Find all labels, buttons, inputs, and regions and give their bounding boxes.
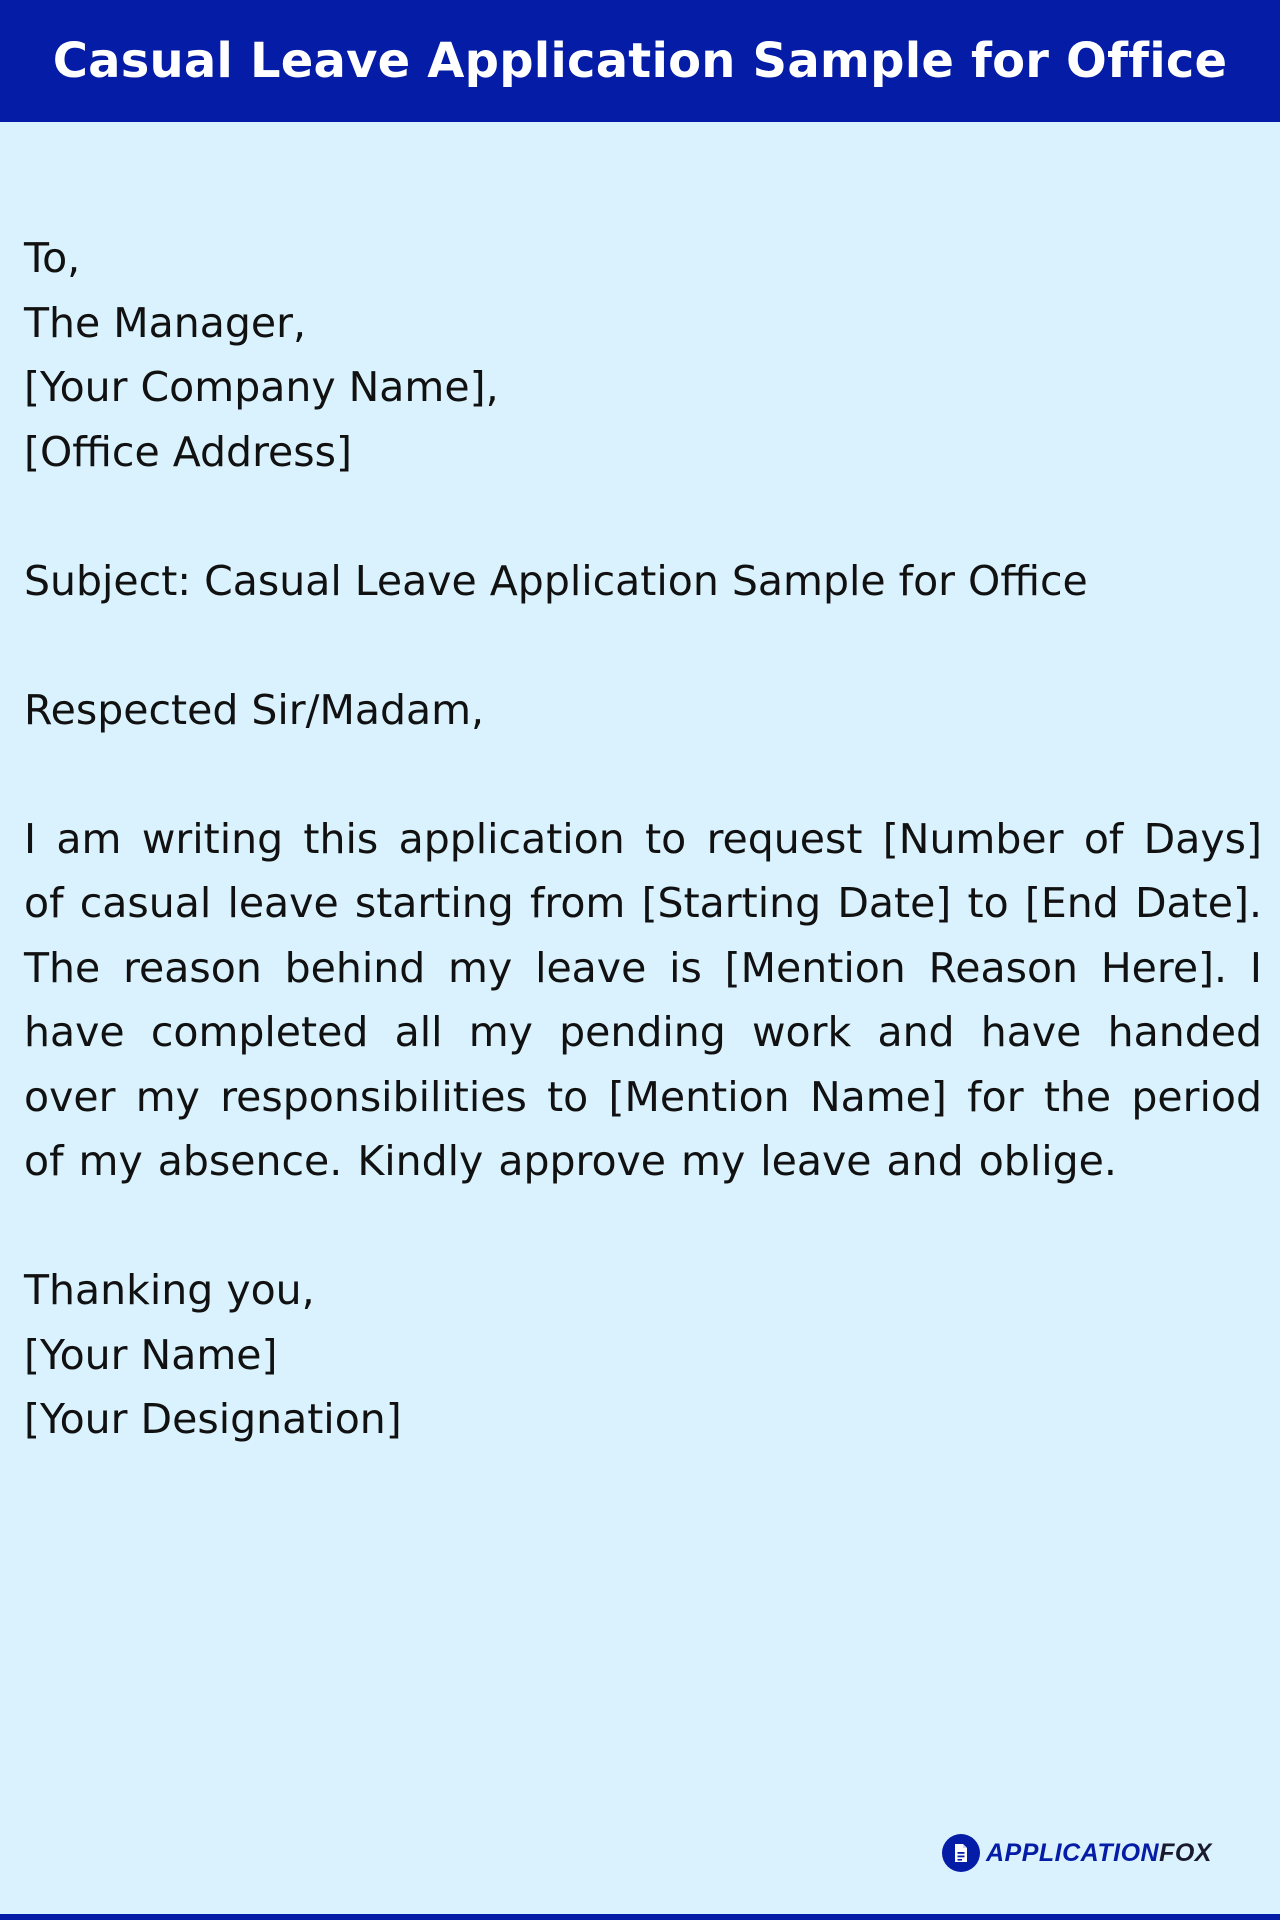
spacer (24, 484, 1262, 549)
brand-wordmark-a: APPLICATION (986, 1838, 1160, 1867)
greeting: Respected Sir/Madam, (24, 685, 485, 734)
office-address: [Office Address] (24, 427, 352, 476)
document-icon (942, 1834, 980, 1872)
spacer (24, 1194, 1262, 1259)
closing: Thanking you, (24, 1266, 315, 1314)
brand-logo (942, 1834, 1212, 1872)
company-name: [Your Company Name], (24, 363, 499, 411)
salutation-to: To, (24, 234, 81, 282)
recipient: The Manager, (24, 298, 307, 347)
page-title: Casual Leave Application Sample for Office (52, 33, 1228, 89)
brand-wordmark-b: FOX (1159, 1838, 1212, 1867)
sender-name: [Your Name] (24, 1330, 278, 1379)
letter-content (24, 226, 1262, 1452)
spacer (24, 742, 1262, 807)
brand-wordmark (986, 1839, 1212, 1868)
footer-bar (0, 1914, 1280, 1920)
letter-body: I am writing this application to request [Number of Days] of casual leave starting from [Starting Date] to [End Date]. The reason behind my leave is [Mention Reason Here]. I have completed all my pending work and have handed over my responsibilities to [Mention Name] for the period of my absence. Kindly approve my leave and oblige. (24, 814, 1262, 1185)
spacer (24, 613, 1262, 678)
subject-line: Subject: Casual Leave Application Sample for Office (24, 556, 1088, 605)
sender-designation: [Your Designation] (24, 1395, 402, 1443)
page-header (0, 0, 1280, 122)
